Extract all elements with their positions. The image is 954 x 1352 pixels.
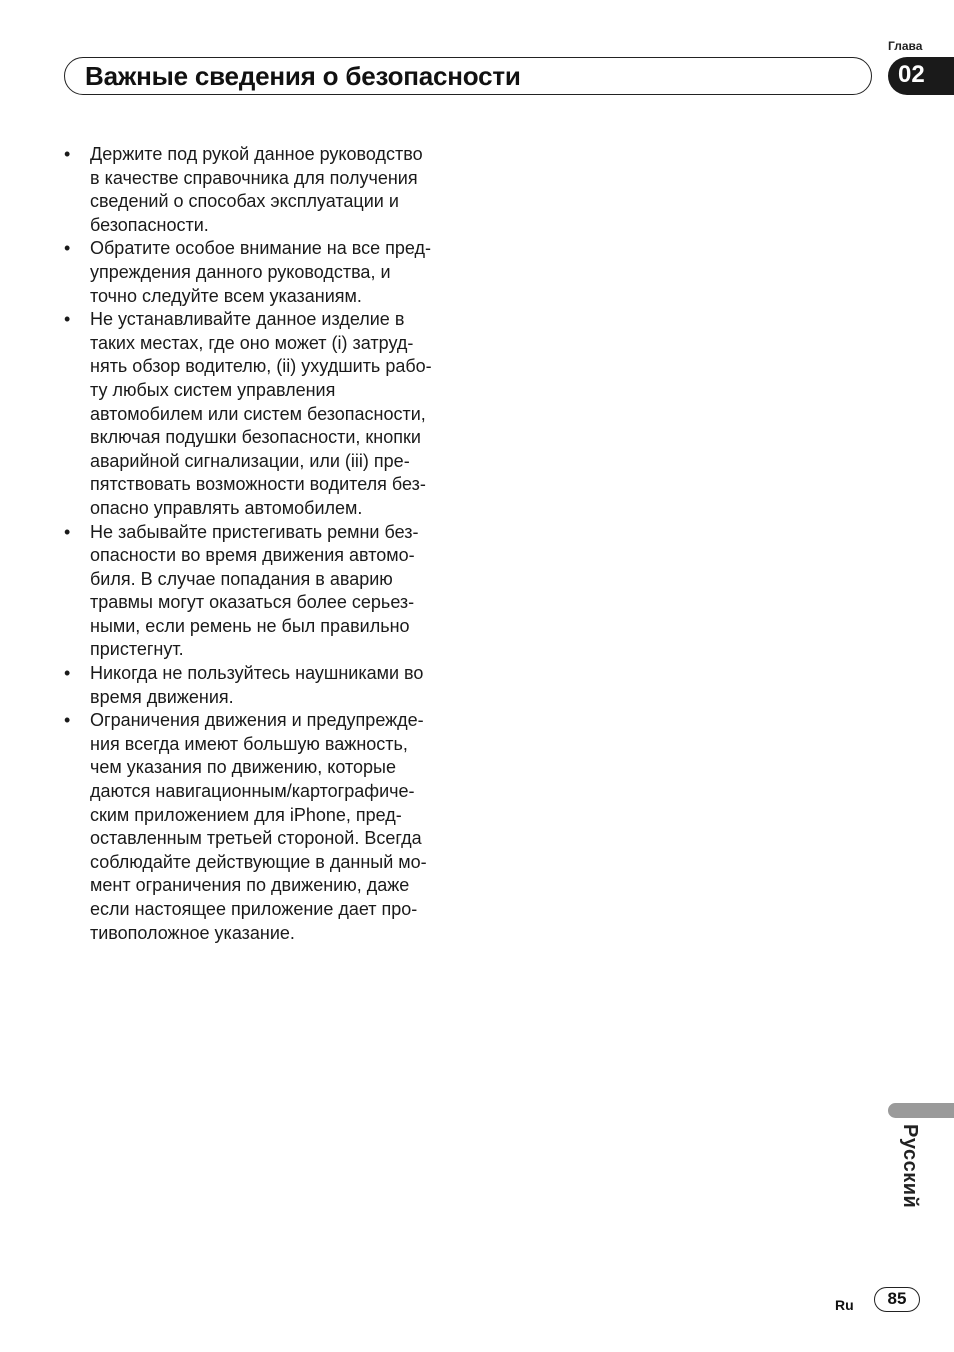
list-item-line: безопасности. <box>90 214 209 235</box>
list-item-line: даются навигационным/картографиче- <box>90 781 415 802</box>
list-item <box>64 237 464 308</box>
list-item-line: время движения. <box>90 686 234 707</box>
list-item-line: пристегнут. <box>90 639 184 660</box>
list-item-line: если настоящее приложение дает про- <box>90 899 418 919</box>
list-item-line: травмы могут оказаться более серьез- <box>90 592 415 613</box>
list-item <box>64 143 464 237</box>
list-item-line: в качестве справочника для получения <box>90 167 418 188</box>
chapter-label: Глава <box>888 39 923 53</box>
list-item-line: пятствовать возможности водителя без- <box>90 474 426 495</box>
list-item-line: автомобилем или систем безопасности, <box>90 403 426 424</box>
language-label: Русский <box>899 1124 921 1209</box>
list-item-line: Обратите особое внимание на все пред- <box>90 238 431 259</box>
list-item-line: оставленным третьей стороной. Всегда <box>90 828 422 849</box>
list-item <box>64 662 464 709</box>
list-item-line: аварийной сигнализации, или (iii) пре- <box>90 450 410 471</box>
chapter-badge <box>888 57 954 95</box>
list-item-line: мент ограничения по движению, даже <box>90 875 410 896</box>
bullet-icon: • <box>64 238 71 259</box>
list-item-line: точно следуйте всем указаниям. <box>90 285 362 306</box>
chapter-number: 02 <box>898 61 925 88</box>
list-item-line: ния всегда имеют большую важность, <box>90 733 408 754</box>
list-item-line: ными, если ремень не был правильно <box>90 615 410 636</box>
list-item <box>64 521 464 663</box>
list-item-line: опасности во время движения автомо- <box>90 545 415 566</box>
safety-list <box>64 143 464 945</box>
list-item-line: таких местах, где оно может (i) затруд- <box>90 332 414 353</box>
list-item-line: биля. В случае попадания в аварию <box>90 568 393 589</box>
language-tab <box>888 1103 954 1118</box>
page-number: 85 <box>887 1289 907 1308</box>
list-item-line: ту любых систем управления <box>90 379 336 400</box>
list-item-line: сведений о способах эксплуатации и <box>90 191 399 212</box>
list-item-line: Не устанавливайте данное изделие в <box>90 309 405 330</box>
list-item-line: включая подушки безопасности, кнопки <box>90 427 421 448</box>
list-item-line: чем указания по движению, которые <box>90 757 396 778</box>
footer-lang-code: Ru <box>835 1297 854 1313</box>
list-item-line: Никогда не пользуйтесь наушниками во <box>90 663 424 684</box>
bullet-icon: • <box>64 521 71 542</box>
list-item-line: Держите под рукой данное руководство <box>90 144 423 164</box>
bullet-icon: • <box>64 309 71 330</box>
list-item-line: ским приложением для iPhone, пред- <box>90 804 402 825</box>
list-item-line: Не забывайте пристегивать ремни без- <box>90 521 419 542</box>
section-title: Важные сведения о безопасности <box>85 61 521 91</box>
list-item-line: соблюдайте действующие в данный мо- <box>90 851 427 872</box>
bullet-icon: • <box>64 710 71 731</box>
list-item-line: тивоположное указание. <box>90 922 295 943</box>
list-item-line: нять обзор водителю, (ii) ухудшить рабо- <box>90 356 432 377</box>
bullet-icon: • <box>64 663 71 684</box>
list-item-line: Ограничения движения и предупрежде- <box>90 710 424 731</box>
section-title-box <box>64 57 872 95</box>
page-number-box <box>874 1287 920 1312</box>
list-item-line: опасно управлять автомобилем. <box>90 497 363 518</box>
list-item <box>64 308 464 520</box>
bullet-icon: • <box>64 144 71 164</box>
list-item-line: упреждения данного руководства, и <box>90 261 391 282</box>
list-item <box>64 709 464 945</box>
